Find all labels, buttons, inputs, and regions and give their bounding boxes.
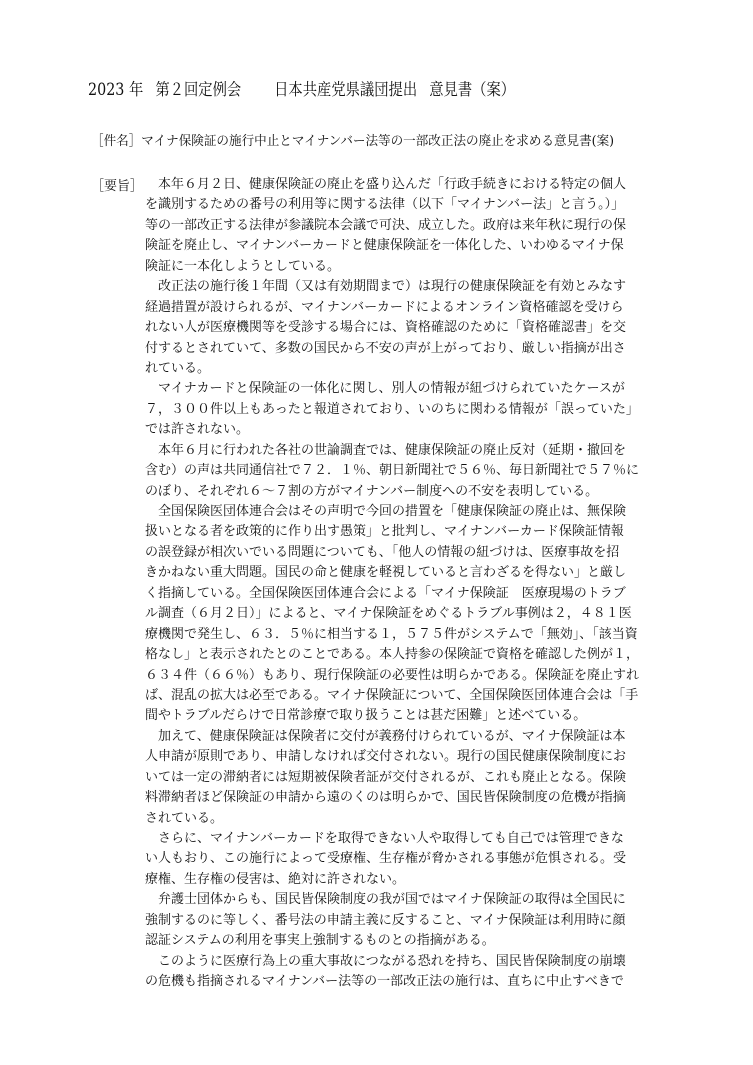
subject-text: マイナ保険証の施行中止とマイナンバー法等の一部改正法の廃止を求める意見書(案)	[141, 134, 615, 149]
summary-line: 等の一部改正する法律が参議院本会議で可決、成立した。政府は来年秋に現行の保	[145, 217, 627, 233]
title-submitter: 日本共産党県議団提出	[274, 80, 418, 99]
summary-line: このように医療行為上の重大事故につながる恐れを持ち、国民皆保険制度の崩壊	[145, 953, 626, 969]
summary-line: 認証システムの利用を事実上強制するものとの指摘がある。	[145, 933, 495, 949]
summary-line: れない人が医療機関等を受診する場合には、資格確認のために「資格確認書」を交	[145, 320, 627, 336]
summary-line: 加えて、健康保険証は保険者に交付が義務付けられているが、マイナ保険証は本	[145, 728, 626, 744]
summary-line: ル調査（６月２日）」によると、マイナ保険証をめぐるトラブル事例は２，４８１医	[145, 606, 632, 622]
summary-line: 険証を廃止し、マイナンバーカードと健康保険証を一体化した、いわゆるマイナ保	[145, 238, 624, 254]
summary-label: ［要旨］	[91, 179, 144, 194]
document-title	[88, 78, 608, 102]
summary-line: 本年６月に行われた各社の世論調査では、健康保険証の廃止反対（延期・撤回を	[145, 442, 627, 458]
summary-line: 経過措置が設けられるが、マイナンバーカードによるオンライン資格確認を受けら	[145, 299, 624, 315]
summary-line: 格なし」と表示されたとのことである。本人持参の保険証で資格を確認した例が１，	[145, 647, 640, 663]
summary-line: 扱いとなる者を政策的に作り出す愚策」と批判し、マイナンバーカード保険証情報	[145, 524, 624, 540]
summary-line: 療機関で発生し、６３．５％に相当する１，５７５件がシステムで「無効」、「該当資	[145, 626, 638, 642]
summary-line: の危機も指摘されるマイナンバー法等の一部改正法の施行は、直ちに中止すべきで	[145, 974, 624, 990]
summary-line: マイナカードと保険証の一体化に関し、別人の情報が紐づけられていたケースが	[145, 381, 625, 397]
summary-line: 険証に一本化しようとしている。	[145, 258, 341, 274]
summary-line: ば、混乱の拡大は必至である。マイナ保険証について、全国保険医団体連合会は「手	[145, 687, 639, 703]
summary-line: ６３４件（６６％）もあり、現行保険証の必要性は明らかである。保険証を廃止すれ	[145, 667, 640, 683]
subject-line	[91, 132, 671, 152]
summary-line: では許されない。	[145, 422, 250, 438]
title-doc-type: 意見書（案）	[429, 80, 516, 99]
summary-line: れている。	[145, 360, 211, 376]
subject-label: ［件名］	[91, 134, 142, 149]
summary-line: きかねない重大問題。国民の命と健康を軽視していると言わざるを得ない」と厳し	[145, 565, 627, 581]
summary-body	[145, 175, 673, 993]
summary-line: 改正法の施行後１年間（又は有効期間まで）は現行の健康保険証を有効とみなす	[145, 279, 627, 295]
summary-line: の誤登録が相次いでいる問題についても、「他人の情報の紐づけは、医療事故を招	[145, 544, 620, 560]
title-year: 2023 年	[88, 80, 144, 99]
summary-line: のぼり、それぞれ６～７割の方がマイナンバー制度への不安を表明している。	[145, 483, 599, 499]
summary-line: 本年６月２日、健康保険証の廃止を盛り込んだ「行政手続きにおける特定の個人	[145, 177, 627, 192]
summary-line: 料滞納者ほど保険証の申請から遠のくのは明らかで、国民皆保険制度の危機が指摘	[145, 790, 626, 806]
summary-line: 療権、生存権の侵害は、絶対に許されない。	[145, 871, 406, 887]
summary-line: を識別するための番号の利用等に関する法律（以下「マイナンバー法」と言う。）」	[145, 197, 625, 213]
summary-line: されている。	[145, 810, 224, 826]
summary-line: 付するとされていて、多数の国民から不安の声が上がっており、厳しい指摘が出さ	[145, 340, 626, 356]
summary-line: いては一定の滞納者には短期被保険者証が交付されるが、これも廃止となる。保険	[145, 769, 627, 785]
summary-line: い人もおり、この施行によって受療権、生存権が脅かされる事態が危惧される。受	[145, 851, 627, 867]
summary-line: 人申請が原則であり、申請しなければ交付されない。現行の国民健康保険制度にお	[145, 749, 627, 765]
summary-line: く指摘している。全国保険医団体連合会による「マイナ保険証 医療現場のトラブ	[145, 585, 626, 601]
summary-line: 強制するのに等しく、番号法の申請主義に反すること、マイナ保険証は利用時に顔	[145, 912, 626, 928]
summary-line: さらに、マイナンバーカードを取得できない人や取得しても自己では管理できな	[145, 831, 624, 846]
title-session: 第２回定例会	[155, 80, 242, 99]
summary-line: 間やトラブルだらけで日常診療で取り扱うことは甚だ困難」と述べている。	[145, 708, 587, 724]
summary-line: 含む）の声は共同通信社で７２．１％、朝日新聞社で５６％、毎日新聞社で５７％に	[145, 463, 640, 479]
summary-line: ７，３００件以上もあったと報道されており、いのちに関わる情報が「誤っていた」	[145, 401, 639, 417]
summary-line: 弁護士団体からも、国民皆保険制度の我が国ではマイナ保険証の取得は全国民に	[145, 892, 626, 908]
summary-line: 全国保険医団体連合会はその声明で今回の措置を「健康保険証の廃止は、無保険	[145, 504, 627, 519]
